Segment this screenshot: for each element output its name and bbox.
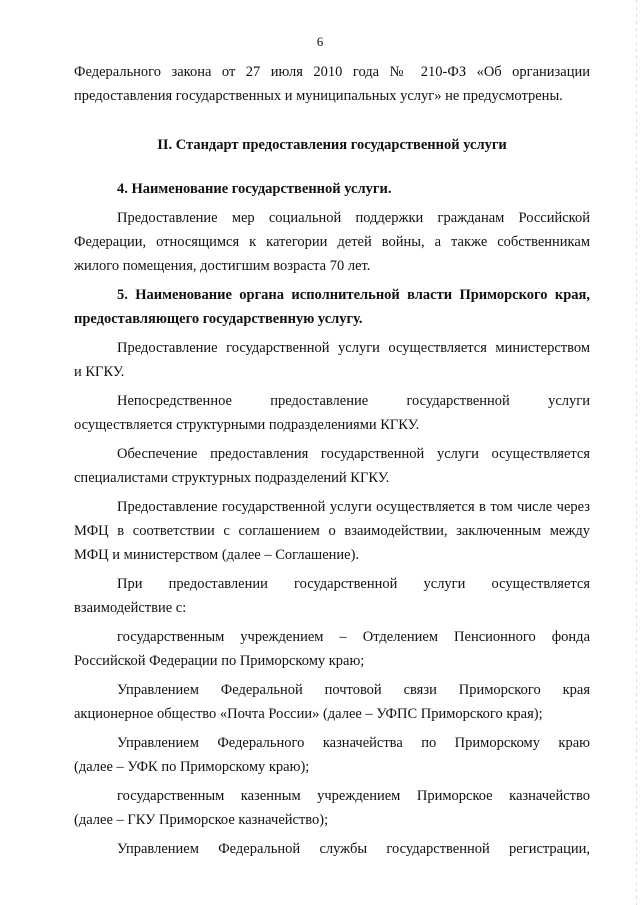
scan-edge-line bbox=[636, 0, 637, 905]
paragraph-line: предоставляющего государственную услугу. bbox=[74, 311, 363, 327]
paragraph-line: МФЦ в соответствии с соглашением о взаимодействии, заключенным между bbox=[74, 523, 590, 539]
paragraph-line: и КГКУ. bbox=[74, 364, 125, 380]
paragraph-line: Предоставление государственной услуги осуществляется министерством bbox=[117, 340, 590, 356]
paragraph-line: Российской Федерации по Приморскому краю; bbox=[74, 653, 365, 669]
paragraph-line: жилого помещения, достигшим возраста 70 лет. bbox=[74, 258, 371, 274]
paragraph-line: Непосредственное предоставление государственной услуги bbox=[117, 393, 590, 409]
paragraph-line: специалистами структурных подразделений КГКУ. bbox=[74, 470, 390, 486]
section-heading-text: II. Стандарт предоставления государственной услуги bbox=[157, 137, 507, 153]
paragraph-line: При предоставлении государственной услуги осуществляется bbox=[117, 576, 590, 592]
paragraph-line: Управлением Федерального казначейства по Приморскому краю bbox=[117, 735, 590, 751]
paragraph-line: Предоставление мер социальной поддержки гражданам Российской bbox=[117, 210, 590, 226]
paragraph bbox=[74, 206, 590, 283]
paragraph bbox=[74, 283, 590, 336]
paragraph-line: Управлением Федеральной почтовой связи Приморского края bbox=[117, 682, 590, 698]
section-heading bbox=[74, 113, 590, 177]
document-body bbox=[74, 60, 590, 866]
paragraph bbox=[74, 731, 590, 784]
paragraph-line: взаимодействие с: bbox=[74, 600, 187, 616]
paragraph-line: (далее – ГКУ Приморское казначейство); bbox=[74, 812, 329, 828]
paragraph-line: государственным учреждением – Отделением Пенсионного фонда bbox=[117, 629, 590, 645]
paragraph-line: 5. Наименование органа исполнительной власти Приморского края, bbox=[117, 287, 590, 303]
page-number: 6 bbox=[316, 34, 324, 49]
paragraph bbox=[74, 60, 590, 113]
paragraph bbox=[74, 572, 590, 625]
paragraph-line: 4. Наименование государственной услуги. bbox=[117, 181, 392, 197]
paragraph-line: Управлением Федеральной службы государственной регистрации, bbox=[117, 841, 590, 857]
paragraph-line: Федерального закона от 27 июля 2010 года № 210-ФЗ «Об организации bbox=[74, 64, 590, 80]
paragraph-line: МФЦ и министерством (далее – Соглашение). bbox=[74, 547, 360, 563]
paragraph bbox=[74, 625, 590, 678]
paragraph bbox=[74, 389, 590, 442]
paragraph-line: осуществляется структурными подразделениями КГКУ. bbox=[74, 417, 420, 433]
paragraph bbox=[74, 837, 590, 866]
paragraph-line: Федерации, относящимся к категории детей войны, а также собственникам bbox=[74, 234, 590, 250]
paragraph-line: предоставления государственных и муниципальных услуг» не предусмотрены. bbox=[74, 88, 563, 104]
paragraph bbox=[74, 678, 590, 731]
paragraph bbox=[74, 442, 590, 495]
paragraph-line: акционерное общество «Почта России» (далее – УФПС Приморского края); bbox=[74, 706, 543, 722]
paragraph-line: Обеспечение предоставления государственной услуги осуществляется bbox=[117, 446, 590, 462]
paragraph bbox=[74, 784, 590, 837]
paragraph bbox=[74, 495, 590, 572]
paragraph-line: Предоставление государственной услуги осуществляется в том числе через bbox=[117, 499, 590, 515]
paragraph-line: государственным казенным учреждением Приморское казначейство bbox=[117, 788, 590, 804]
paragraph-line: (далее – УФК по Приморскому краю); bbox=[74, 759, 310, 775]
paragraph bbox=[74, 177, 590, 206]
paragraph bbox=[74, 336, 590, 389]
